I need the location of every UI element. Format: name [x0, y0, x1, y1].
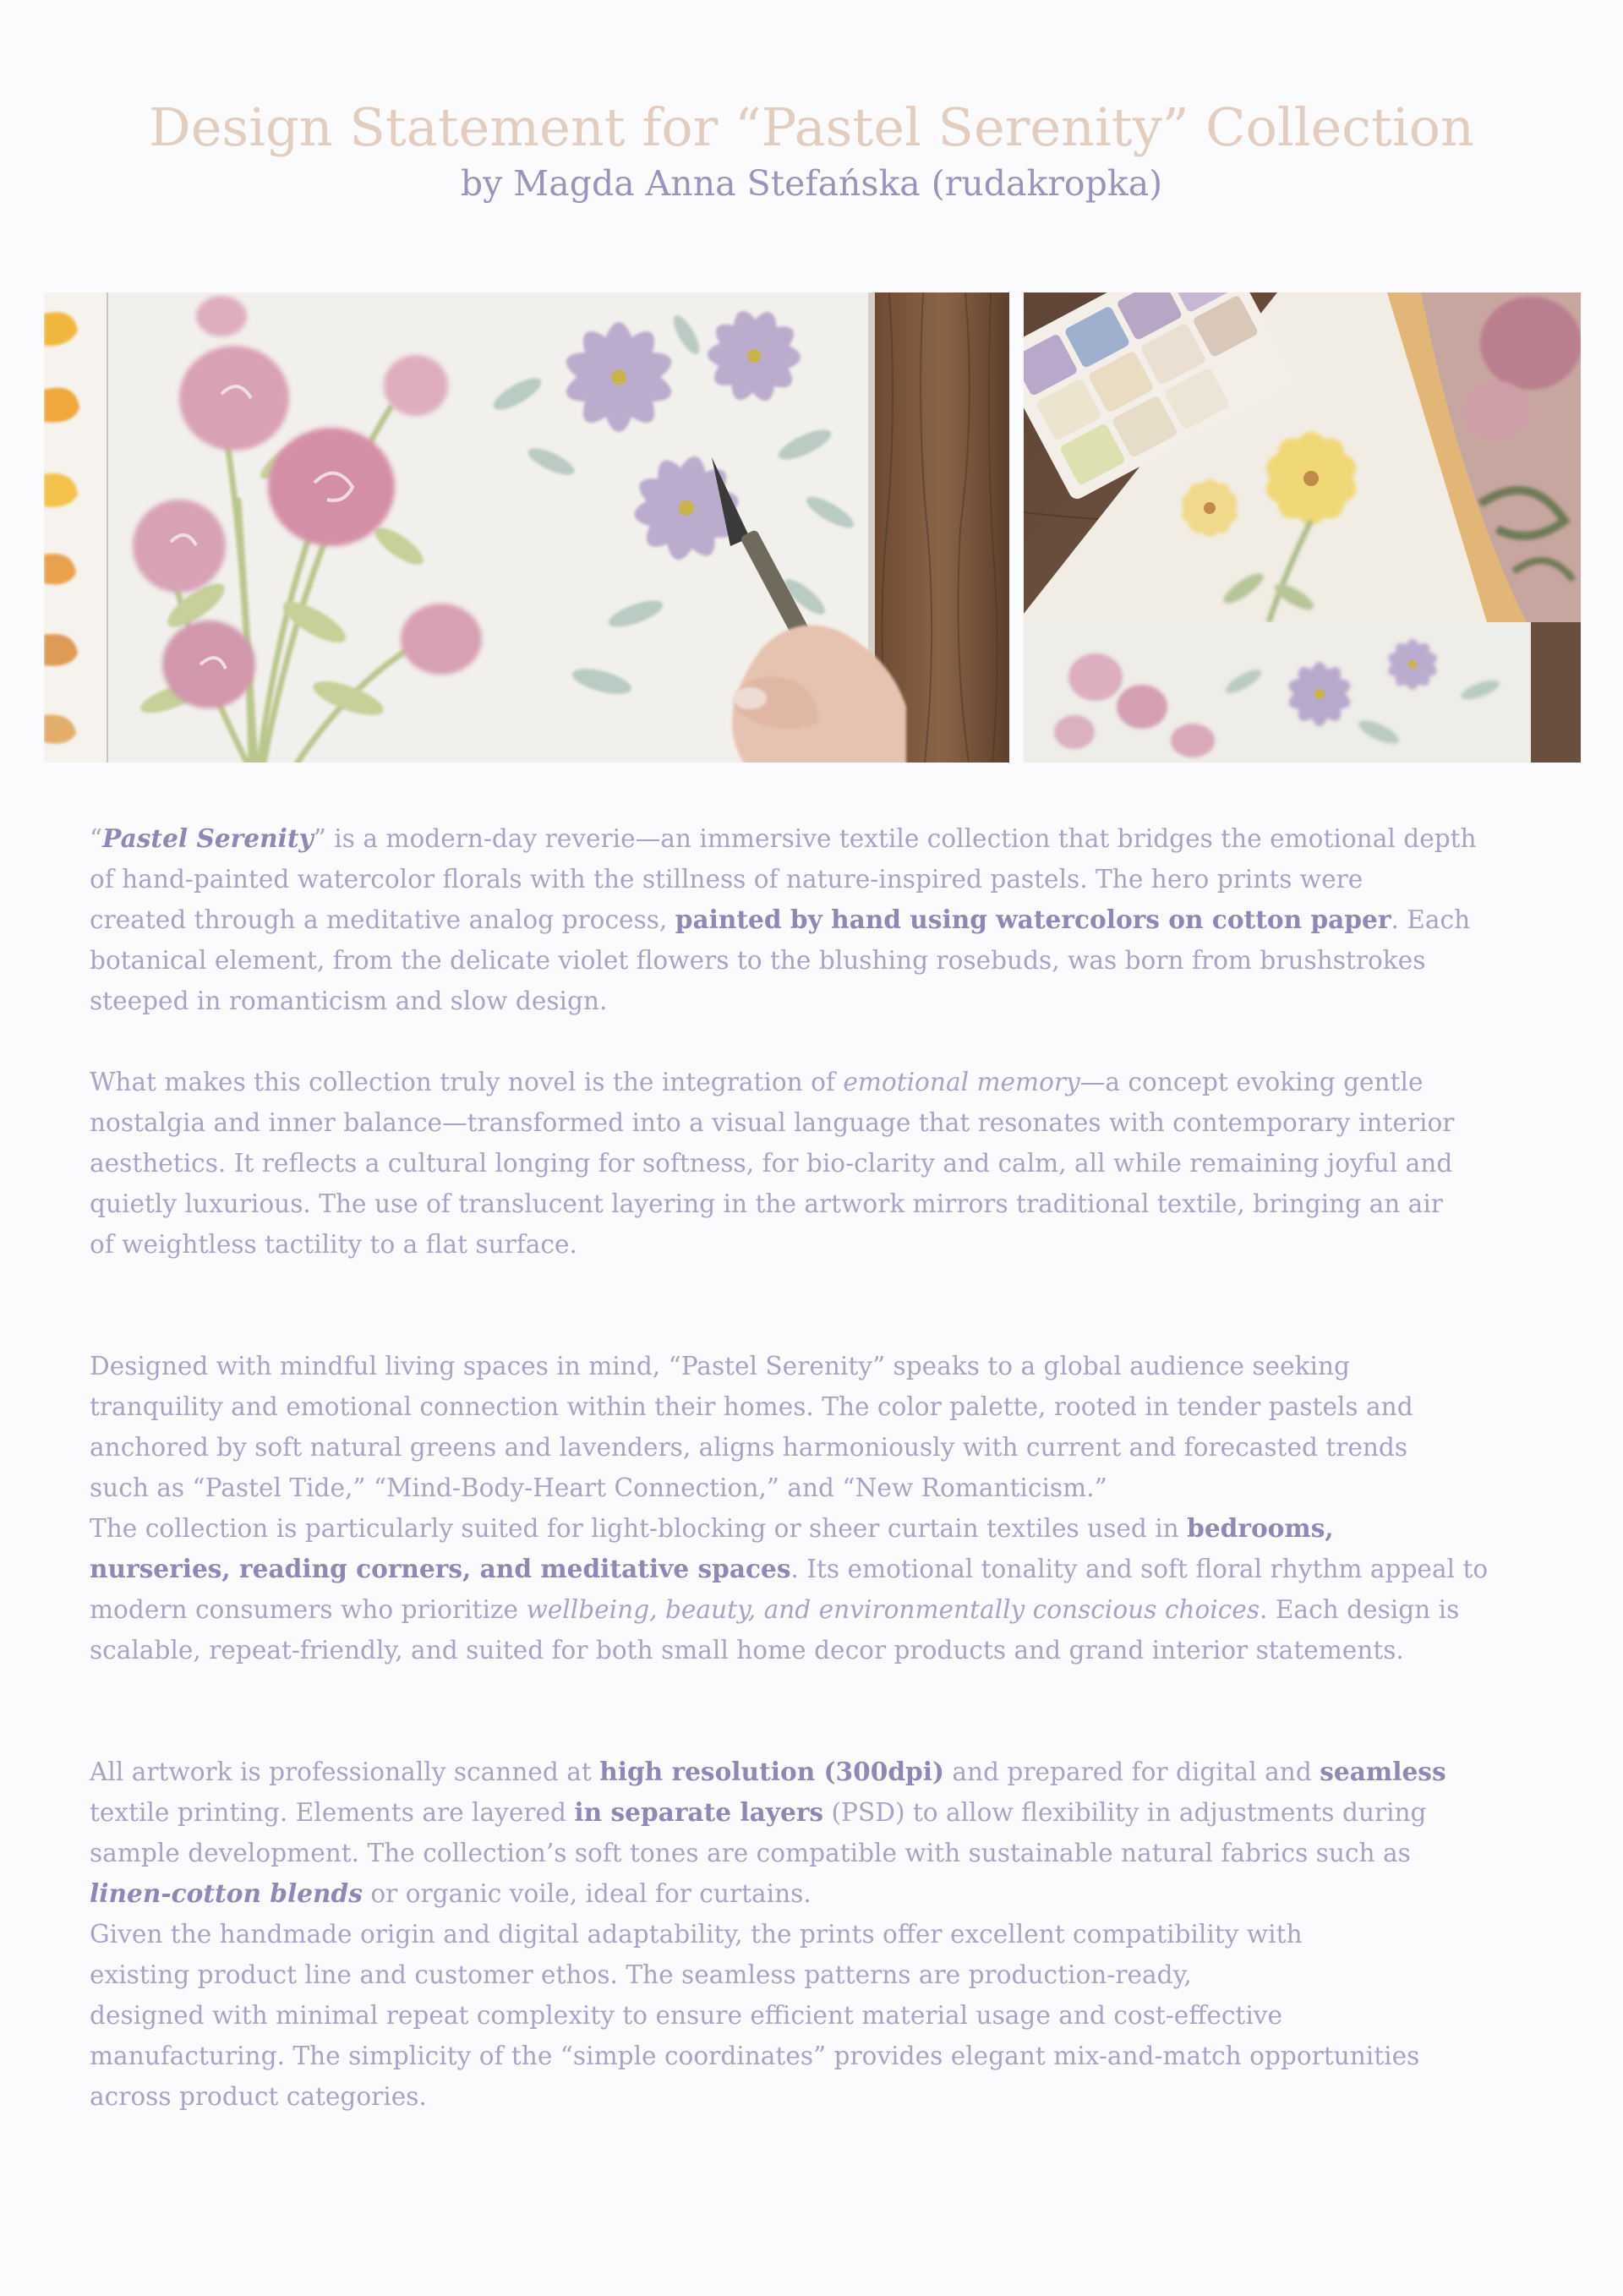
text-span: and prepared for digital and [943, 1758, 1320, 1786]
palette-fabric-illustration [1024, 292, 1581, 763]
text-span: textile printing. Elements are layered [90, 1798, 566, 1827]
palette-fabric-photo [1024, 292, 1581, 763]
italic-emphasis: wellbeing, beauty, and environmentally conscious choices [526, 1595, 1260, 1624]
text-span: or organic voile, ideal for curtains. Given the handmade origin and digital adaptability, the prints offer excellent compatibility with existing product line and customer ethos. The seamless patterns are production-ready, designed with minimal repeat complexity to ensure efficient material usage and cost-effective manufacturing. The simplicity of the “simple coordinates” provides elegant mix-and-match opportunities across product categories. [90, 1879, 1420, 2111]
paragraph-novelty [90, 1062, 1527, 1265]
author-subtitle: by Magda Anna Stefańska (rudakropka) [460, 163, 1163, 204]
bold-emphasis: bedrooms, nurseries, reading corners, and meditative spaces [90, 1513, 1334, 1583]
text-span: . Its emotional tonality and soft floral rhythm appeal to modern consumers who prioritize [90, 1555, 1489, 1624]
text-span: What makes this collection truly novel is the integration of [90, 1068, 844, 1096]
watercolor-painting-photo [44, 292, 1009, 763]
page-title: Design Statement for “Pastel Serenity” Collection [149, 96, 1474, 158]
text-span: Designed with mindful living spaces in mind, “Pastel Serenity” speaks to a global audience seeking tranquility and emotional connection within their homes. The color palette, rooted in tender pastels and anchored by soft natural greens and lavenders, aligns harmoniously with current and forecasted trends such as “Pastel Tide,” “Mind-Body-Heart Connection,” and “New Romanticism.” The collection is particularly suited for light-blocking or sheer curtain textiles used in [90, 1352, 1413, 1543]
text-span: “ [90, 824, 103, 853]
paragraph-introduction [90, 818, 1527, 1021]
watercolor-painting-illustration [44, 292, 1009, 763]
paragraph-technical [90, 1752, 1527, 2117]
bold-emphasis: high resolution (300dpi) [599, 1757, 944, 1786]
paragraph-audience [90, 1346, 1527, 1670]
bold-emphasis: painted by hand using watercolors on cotton paper [675, 905, 1391, 934]
italic-emphasis: emotional memory [843, 1068, 1080, 1096]
collection-name-emphasis: Pastel Serenity [102, 823, 314, 853]
bold-emphasis: in separate layers [574, 1797, 824, 1827]
text-span: . Each botanical element, from the delicate violet flowers to the blushing rosebuds, was born from brushstrokes steeped in romanticism and slow design. [90, 905, 1471, 1015]
bold-emphasis: seamless [1320, 1757, 1446, 1786]
text-span: . Each design is scalable, repeat-friendly, and suited for both small home decor products and grand interior statements. [90, 1595, 1460, 1665]
text-span: All artwork is professionally scanned at [90, 1758, 600, 1786]
bold-italic-emphasis: linen-cotton blends [90, 1878, 363, 1908]
statement-body [90, 818, 1527, 2117]
text-span: —a concept evoking gentle nostalgia and inner balance—transformed into a visual language that resonates with contemporary interior aesthetics. It reflects a cultural longing for softness, for bio-clarity and calm, all while remaining joyful and quietly luxurious. The use of translucent layering in the artwork mirrors traditional textile, bringing an air of weightless tactility to a flat surface. [90, 1068, 1455, 1259]
text-span: ” is a modern-day reverie—an immersive textile collection that bridges the emotional depth of hand-painted watercolor florals with the stillness of nature-inspired pastels. The hero prints were created through a meditative analog process, [90, 824, 1477, 934]
text-span: (PSD) to allow flexibility in adjustments during sample development. The collection’s soft tones are compatible with sustainable natural fabrics such as [90, 1798, 1427, 1867]
